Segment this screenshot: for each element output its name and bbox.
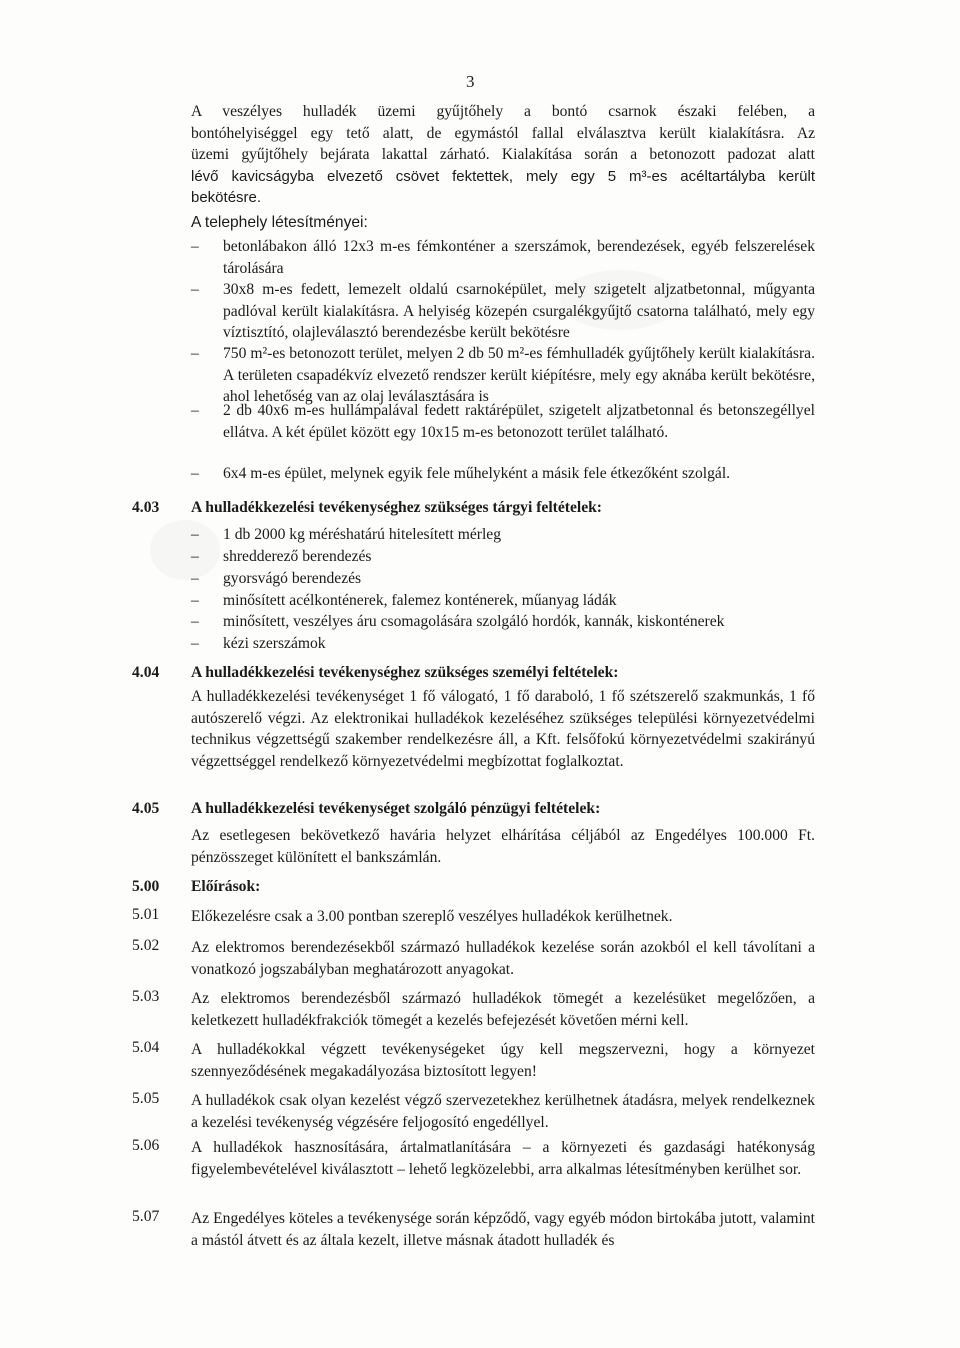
list-item-text: minősített acélkonténerek, falemez konténerek, műanyag ládák: [223, 592, 617, 609]
intro-paragraph: [191, 101, 815, 209]
section-heading: A hulladékkezelési tevékenységhez szükséges tárgyi feltételek:: [191, 499, 602, 516]
rule-number: 5.02: [132, 937, 160, 954]
list-item-text: betonlábakon álló 12x3 m-es fémkonténer a szerszámok, berendezések, egyéb felszerelések tárolására: [223, 238, 815, 277]
section-paragraph: Az esetlegesen bekövetkező havária helyzet elhárítása céljából az Engedélyes 100.000 Ft. pénzösszeget különített el bankszámlán.: [191, 827, 815, 866]
section-heading: A hulladékkezelési tevékenységhez szükséges személyi feltételek:: [191, 664, 619, 681]
rule-number: 5.07: [132, 1208, 160, 1225]
intro-line: bontóhelyiséggel egy tető alatt, de egymástól fallal elválasztva került kialakításra. Az: [191, 124, 815, 142]
section-number: 4.05: [132, 800, 160, 817]
list-item-text: 6x4 m-es épület, melynek egyik fele műhelyként a másik fele étkezőként szolgál.: [223, 465, 731, 482]
section-number: 5.00: [132, 878, 160, 895]
section-paragraph: A hulladékkezelési tevékenységet 1 fő válogató, 1 fő daraboló, 1 fő szétszerelő szakmunkás, 1 fő autószerelő végzi. Az elektronikai hulladékok kezeléséhez szükséges települési környezetvédelmi technikus végzettségű szakember rendelkezésre áll, a Kft. felsőfokú környezetvédelmi szakirányú végzettséggel rendelkező környezetvédelmi megbízottat foglalkoztat.: [191, 688, 815, 770]
list-item-text: minősített, veszélyes áru csomagolására szolgáló hordók, kannák, kiskonténerek: [223, 613, 725, 630]
facilities-title: A telephely létesítményei:: [191, 214, 368, 231]
rule-text: Az elektromos berendezésekből származó hulladékok kezelése során azokból el kell távolítani a vonatkozó jogszabályban meghatározott anyagokat.: [191, 939, 815, 978]
scan-smudge: [150, 520, 220, 580]
rule-text: Előkezelésre csak a 3.00 pontban szereplő veszélyes hulladékok kerülhetnek.: [191, 908, 673, 925]
rule-text: A hulladékok hasznosítására, ártalmatlanítására – a környezeti és gazdasági hatékonyság figyelembevételével kiválasztott – lehető legközelebbi, arra alkalmas létesítményben kerülhet sor.: [191, 1139, 815, 1178]
rule-text: A hulladékok csak olyan kezelést végző szervezetekhez kerülhetnek átadásra, melyek rendelkeznek a kezelési tevékenység végzésére feljogosító engedéllyel.: [191, 1092, 815, 1131]
list-item-text: kézi szerszámok: [223, 635, 326, 652]
rule-text: Az Engedélyes köteles a tevékenysége során képződő, vagy egyéb módon birtokába jutott, valamint a mástól átvett és az általa kezelt, illetve másnak átadott hulladék és: [191, 1210, 815, 1249]
section-number: 4.03: [132, 499, 160, 516]
rule-number: 5.01: [132, 906, 160, 923]
list-item-text: 2 db 40x6 m-es hullámpalával fedett raktárépület, szigetelt aljzatbetonnal és betonszegéllyel ellátva. A két épület között egy 10x15 m-es betonozott terület található.: [223, 402, 815, 441]
rule-number: 5.05: [132, 1090, 160, 1107]
intro-line: A veszélyes hulladék üzemi gyűjtőhely a bontó csarnok északi felében, a: [191, 103, 815, 120]
intro-line: lévő kavicságyba elvezető csövet fektettek, mely egy 5 m³-es acéltartályba került: [191, 167, 815, 185]
rule-text: A hulladékokkal végzett tevékenységeket úgy kell megszervezni, hogy a környezet szennyeződésének megakadályozása biztosított legyen!: [191, 1041, 815, 1080]
intro-line: üzemi gyűjtőhely bejárata lakattal zárható. Kialakítása során a betonozott padozat alatt: [191, 146, 815, 163]
intro-line: bekötésre.: [191, 189, 262, 206]
rule-number: 5.04: [132, 1039, 160, 1056]
section-number: 4.04: [132, 664, 160, 681]
rule-text: Az elektromos berendezésből származó hulladékok tömegét a kezelésüket megelőzően, a keletkezett hulladékfrakciók tömegét a kezelés befejezését követően mérni kell.: [191, 990, 815, 1029]
list-item-text: shredderező berendezés: [223, 548, 372, 565]
rule-number: 5.06: [132, 1137, 160, 1154]
section-heading: Előírások:: [191, 878, 261, 895]
list-item-text: 1 db 2000 kg méréshatárú hitelesített mérleg: [223, 526, 502, 543]
list-item-text: 30x8 m-es fedett, lemezelt oldalú csarnoképület, mely szigetelt aljzatbetonnal, műgyanta padlóval került kialakításra. A helyiség közepén csurgalékgyűjtő csatorna található, mely egy víztisztító, olajleválasztó berendezésbe került bekötésre: [223, 281, 815, 341]
rule-number: 5.03: [132, 988, 160, 1005]
document-page: 3 A veszélyes hulladék üzemi gyűjtőhely a bontó csarnok északi felében, a bontóhelyiséggel egy tető alatt, de egymástól fallal elválasztva került kialakításra. Az üzemi gyűjtőhely bejárata lakattal zárható. Kialakítása során a betonozott padozat alatt lévő kavicságyba elvezető csövet fektettek, mely egy 5 m³-es acéltartályba került bekötésre. A telephely létesítményei: – betonlábakon álló 12x3 m-es fémkonténer a szerszámok, berendezések, egyéb felszerelések tárolására – 30x8 m-es fedett, lemezelt oldalú csarnoképület, mely szigetelt aljzatbetonnal, műgyanta padlóval került kialakításra. A helyiség közepén csurgalékgyűjtő csatorna található, mely egy víztisztító, olajleválasztó berendezésbe került bekötésre – 750 m²-es betonozott terület, melyen 2 db 50 m²-es fémhulladék gyűjtőhely került kialakításra. A területen csapadékvíz elvezető rendszer került kiépítésre, mely egy aknába került bekötésre, ahol lehetőség van az olaj leválasztására is – 2 db 40x6 m-es hullámpalával fedett raktárépület, szigetelt aljzatbetonnal és betonszegéllyel ellátva. A két épület között egy 10x15 m-es betonozott terület található. – 6x4 m-es épület, melynek egyik fele műhelyként a másik fele étkezőként szolgál. 4.03 A hulladékkezelési tevékenységhez szükséges tárgyi feltételek: – 1 db 2000 kg méréshatárú hitelesített mérleg – shredderező berendezés – gyorsvágó berendezés – minősített acélkonténerek, falemez konténerek, műanyag ládák – minősített, veszélyes áru csomagolására szolgáló hordók, kannák, kiskonténerek – kézi szerszámok 4.04 A hulladékkezelési tevékenységhez szükséges személyi feltételek: A hulladékkezelési tevékenységet 1 fő válogató, 1 fő daraboló, 1 fő szétszerelő szakmunkás, 1 fő autószerelő végzi. Az elektronikai hulladékok kezeléséhez szükséges települési környezetvédelmi technikus végzettségű szakember rendelkezésre áll, a Kft. felsőfokú környezetvédelmi szakirányú végzettséggel rendelkező környezetvédelmi megbízottat foglalkoztat. 4.05 A hulladékkezelési tevékenységet szolgáló pénzügyi feltételek: Az esetlegesen bekövetkező havária helyzet elhárítása céljából az Engedélyes 100.000 Ft. pénzösszeget különített el bankszámlán. 5.00 Előírások: 5.01 Előkezelésre csak a 3.00 pontban szereplő veszélyes hulladékok kerülhetnek. 5.02 Az elektromos berendezésekből származó hulladékok kezelése során azokból el kell távolítani a vonatkozó jogszabályban meghatározott anyagokat. 5.03 Az elektromos berendezésből származó hulladékok tömegét a kezelésüket megelőzően, a keletkezett hulladékfrakciók tömegét a kezelés befejezését követően mérni kell. 5.04 A hulladékokkal végzett tevékenységeket úgy kell megszervezni, hogy a környezet szennyeződésének megakadályozása biztosított legyen! 5.05 A hulladékok csak olyan kezelést végző szervezetekhez kerülhetnek átadásra, melyek rendelkeznek a kezelési tevékenység végzésére feljogosító engedéllyel. 5.06 A hulladékok hasznosítására, ártalmatlanítására – a környezeti és gazdasági hatékonyság figyelembevételével kiválasztott – lehető legközelebbi, arra alkalmas létesítményben kerülhet sor. 5.07 Az Engedélyes köteles a tevékenysége során képződő, vagy egyéb módon birtokába jutott, valamint a mástól átvett és az általa kezelt, illetve másnak átadott hulladék és: [0, 0, 960, 1348]
page-number: 3: [466, 72, 475, 91]
list-item-text: 750 m²-es betonozott terület, melyen 2 db 50 m²-es fémhulladék gyűjtőhely került kialakításra. A területen csapadékvíz elvezető rendszer került kiépítésre, mely egy aknába került bekötésre, ahol lehetőség van az olaj leválasztására is: [223, 345, 815, 405]
section-heading: A hulladékkezelési tevékenységet szolgáló pénzügyi feltételek:: [191, 800, 601, 817]
list-item-text: gyorsvágó berendezés: [223, 570, 362, 587]
